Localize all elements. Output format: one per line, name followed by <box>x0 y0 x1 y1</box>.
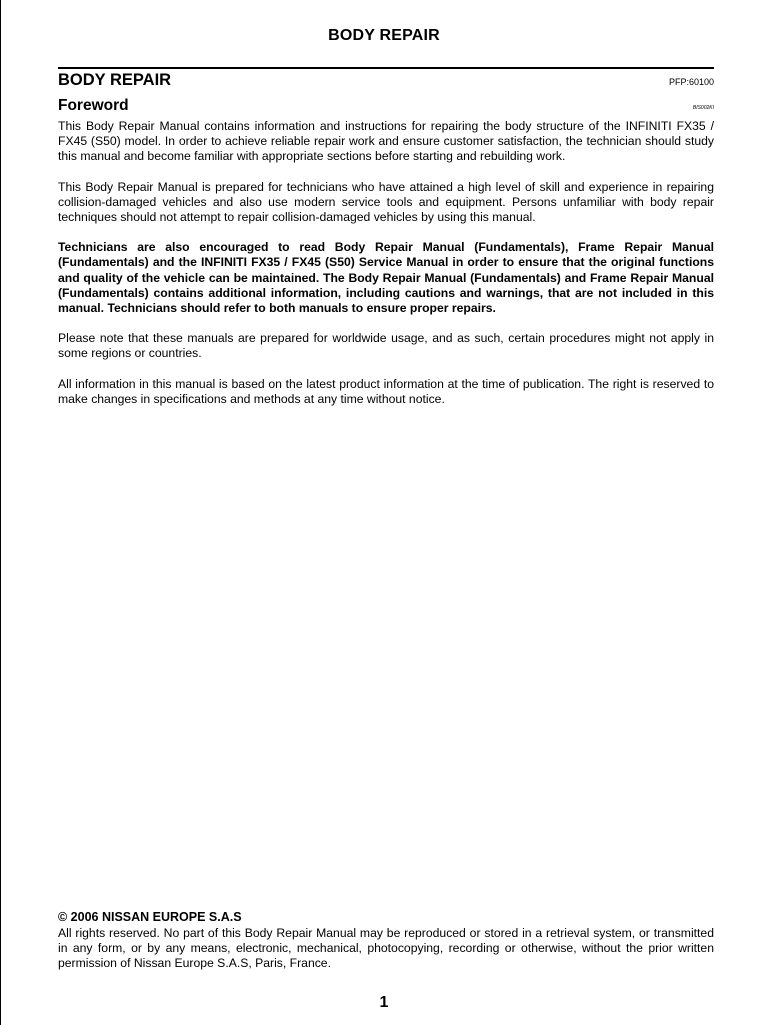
paragraph-changes: All information in this manual is based on the latest product information at the time of publication. The right is reserved to make changes in specifications and methods at any time without notice. <box>58 376 714 406</box>
subsection-title: Foreword <box>58 97 129 114</box>
footer <box>58 910 714 972</box>
section-header <box>58 71 714 91</box>
page-number: 1 <box>379 994 389 1011</box>
paragraph-skill: This Body Repair Manual is prepared for technicians who have attained a high level of skill and experience in repairing collision-damaged vehicles and also use modern service tools and equipment. Persons unfamiliar with body repair techniques should not attempt to repair collision-damaged vehicles by using this manual. <box>58 179 714 225</box>
page-header-title: BODY REPAIR <box>328 27 440 44</box>
section-divider <box>58 67 714 69</box>
subsection-header <box>58 97 714 119</box>
paragraph-intro: This Body Repair Manual contains information and instructions for repairing the body structure of the INFINITI FX35 / FX45 (S50) model. In order to achieve reliable repair work and ensure customer satisfaction, the technician should study this manual and become familiar with appropriate sections before starting and rebuilding work. <box>58 119 714 164</box>
document-code: BIS002KI <box>692 105 714 111</box>
pfp-code: PFP:60100 <box>668 77 714 87</box>
paragraph-worldwide: Please note that these manuals are prepared for worldwide usage, and as such, certain procedures might not apply in some regions or countries. <box>58 331 714 361</box>
section-title: BODY REPAIR <box>58 71 172 89</box>
copyright-notice: © 2006 NISSAN EUROPE S.A.S <box>58 910 242 924</box>
document-content <box>58 67 714 407</box>
page-left-border <box>0 0 1 1025</box>
rights-notice: All rights reserved. No part of this Body Repair Manual may be reproduced or stored in a retrieval system, or transmitted in any form, or by any means, electronic, mechanical, photocopying, recording or otherwise, without the prior written permission of Nissan Europe S.A.S, Paris, France. <box>58 926 714 971</box>
paragraph-fundamentals: Technicians are also encouraged to read Body Repair Manual (Fundamentals), Frame Repair Manual (Fundamentals) and the INFINITI FX35 / FX45 (S50) Service Manual in order to ensure that the original functions and quality of the vehicle can be maintained. The Body Repair Manual (Fundamentals) and Frame Repair Manual (Fundamentals) contains additional information, including cautions and warnings, that are not included in this manual. Technicians should refer to both manuals to ensure proper repairs. <box>58 240 714 316</box>
